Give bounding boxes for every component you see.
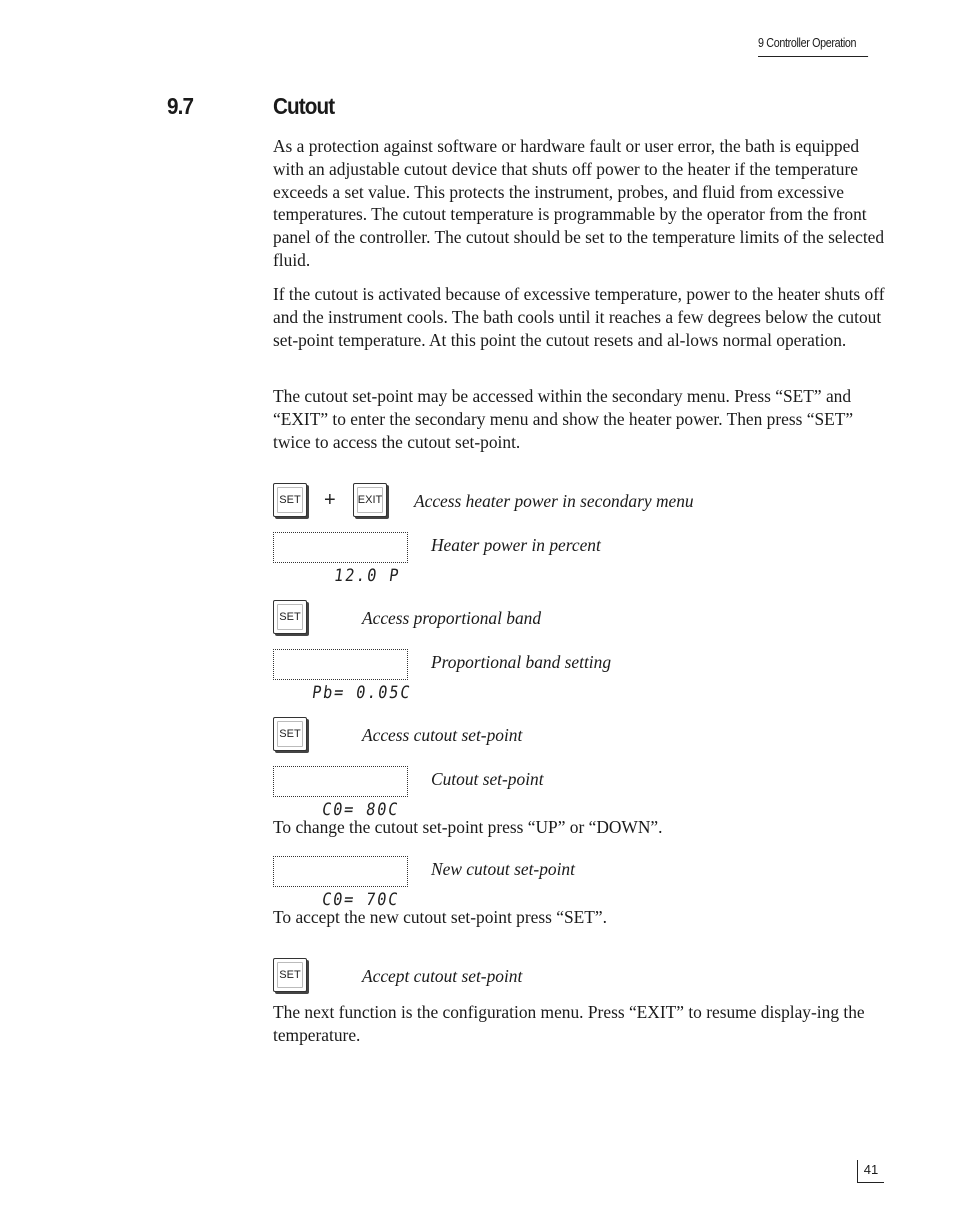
- paragraph-activation: If the cutout is activated because of excessive temperature, power to the heater shuts off and the instrument cools. The bath cools until it reaches a few degrees below the cutout set-point temperature. At this point the cutout resets and al-lows normal operation.: [273, 284, 885, 350]
- step-caption: Heater power in percent: [431, 535, 601, 555]
- set-key: SET: [273, 958, 307, 992]
- step-caption: Access proportional band: [362, 608, 542, 628]
- step-caption: Access heater power in secondary menu: [414, 491, 694, 511]
- section-title: Cutout: [273, 93, 335, 119]
- set-key: SET: [273, 600, 307, 634]
- plus-sign: +: [324, 489, 336, 511]
- section-number: 9.7: [167, 93, 194, 119]
- paragraph-accept: To accept the new cutout set-point press “SET”.: [273, 907, 607, 927]
- page-number: 41: [857, 1160, 884, 1183]
- lcd-display: C0= 70C: [273, 856, 408, 887]
- step-caption: Proportional band setting: [431, 652, 612, 672]
- step-caption: New cutout set-point: [431, 859, 575, 879]
- step-caption: Access cutout set-point: [362, 725, 523, 745]
- exit-key: EXIT: [353, 483, 387, 517]
- lcd-display: Pb= 0.05C: [273, 649, 408, 680]
- paragraph-access: The cutout set-point may be accessed within the secondary menu. Press “SET” and “EXIT” to enter the secondary menu and show the heater power. Then press “SET” twice to access the cutout set-point.: [273, 386, 854, 452]
- step-caption: Cutout set-point: [431, 769, 544, 789]
- paragraph-next: The next function is the configuration menu. Press “EXIT” to resume display-ing the temperature.: [273, 1002, 865, 1045]
- lcd-display: 12.0 P: [273, 532, 408, 563]
- lcd-display: C0= 80C: [273, 766, 408, 797]
- set-key: SET: [273, 717, 307, 751]
- paragraph-intro: As a protection against software or hardware fault or user error, the bath is equipped with an adjustable cutout device that shuts off power to the heater if the temperature exceeds a set value. This protects the instrument, probes, and fluid from excessive temperatures. The cutout temperature is programmable by the operator from the front panel of the controller. The cutout should be set to the temperature limits of the selected fluid.: [273, 136, 885, 270]
- set-key: SET: [273, 483, 307, 517]
- step-caption: Accept cutout set-point: [362, 966, 523, 986]
- paragraph-change: To change the cutout set-point press “UP” or “DOWN”.: [273, 817, 663, 837]
- running-header: 9 Controller Operation: [758, 36, 868, 57]
